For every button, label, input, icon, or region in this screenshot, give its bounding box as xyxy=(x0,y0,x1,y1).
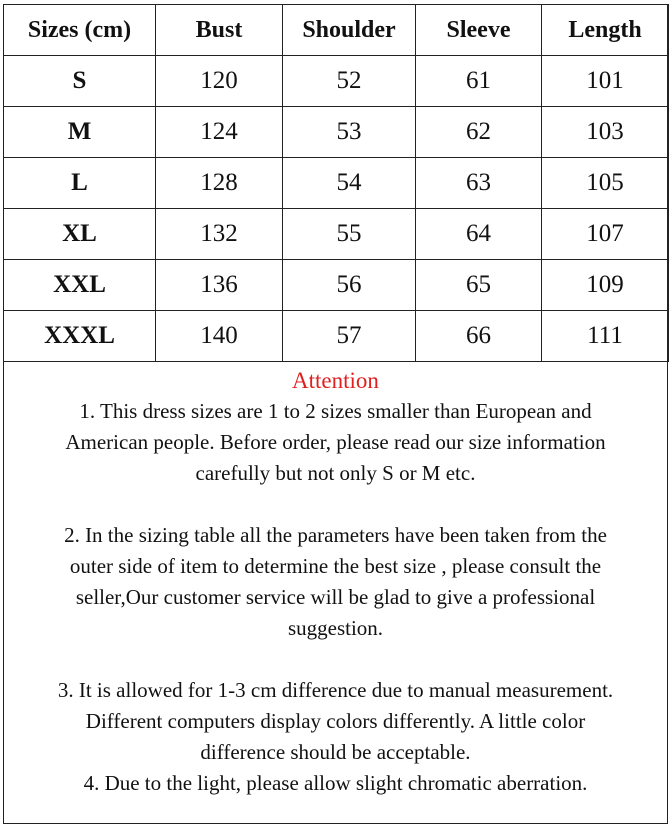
bust-cell: 140 xyxy=(156,311,283,362)
note-2-line-4: suggestion. xyxy=(287,616,384,640)
shoulder-cell: 54 xyxy=(283,158,416,209)
sleeve-cell: 63 xyxy=(416,158,542,209)
length-cell: 111 xyxy=(542,311,669,362)
note-3-line-1: 3. It is allowed for 1-3 cm difference due to manual measurement. xyxy=(57,678,614,702)
length-cell: 109 xyxy=(542,260,669,311)
shoulder-cell: 52 xyxy=(283,56,416,107)
attention-notes xyxy=(3,360,668,799)
shoulder-cell: 57 xyxy=(283,311,416,362)
shoulder-cell: 53 xyxy=(283,107,416,158)
size-cell: XXXL xyxy=(4,311,156,362)
table-header-row xyxy=(4,5,669,56)
shoulder-cell: 55 xyxy=(283,209,416,260)
note-2-line-1: 2. In the sizing table all the parameters have been taken from the xyxy=(64,523,607,547)
header-sleeve: Sleeve xyxy=(416,5,542,56)
bust-cell: 120 xyxy=(156,56,283,107)
header-bust: Bust xyxy=(156,5,283,56)
sleeve-cell: 66 xyxy=(416,311,542,362)
bust-cell: 124 xyxy=(156,107,283,158)
table-row xyxy=(4,158,669,209)
header-length: Length xyxy=(542,5,669,56)
table-row xyxy=(4,209,669,260)
bust-cell: 136 xyxy=(156,260,283,311)
size-cell: XXL xyxy=(4,260,156,311)
table-row xyxy=(4,260,669,311)
note-3-line-3: difference should be acceptable. xyxy=(200,740,471,764)
header-shoulder: Shoulder xyxy=(283,5,416,56)
table-row xyxy=(4,56,669,107)
sleeve-cell: 61 xyxy=(416,56,542,107)
length-cell: 105 xyxy=(542,158,669,209)
length-cell: 107 xyxy=(542,209,669,260)
size-cell: S xyxy=(4,56,156,107)
sleeve-cell: 65 xyxy=(416,260,542,311)
size-table xyxy=(3,4,669,362)
size-cell: M xyxy=(4,107,156,158)
note-2-line-3: seller,Our customer service will be glad to give a professional xyxy=(75,585,596,609)
note-1-line-1: 1. This dress sizes are 1 to 2 sizes smaller than European and xyxy=(79,399,592,423)
table-row xyxy=(4,107,669,158)
sleeve-cell: 64 xyxy=(416,209,542,260)
bust-cell: 128 xyxy=(156,158,283,209)
header-sizes: Sizes (cm) xyxy=(4,5,156,56)
sleeve-cell: 62 xyxy=(416,107,542,158)
table-row xyxy=(4,311,669,362)
note-spacer xyxy=(3,489,668,520)
bust-cell: 132 xyxy=(156,209,283,260)
note-2-line-2: outer side of item to determine the best size , please consult the xyxy=(69,554,602,578)
shoulder-cell: 56 xyxy=(283,260,416,311)
length-cell: 101 xyxy=(542,56,669,107)
note-4-line-1: 4. Due to the light, please allow slight chromatic aberration. xyxy=(83,771,588,795)
note-3-line-2: Different computers display colors differently. A little color xyxy=(85,709,586,733)
attention-title: Attention xyxy=(292,368,379,393)
length-cell: 103 xyxy=(542,107,669,158)
note-1-line-2: American people. Before order, please read our size information xyxy=(65,430,606,454)
size-cell: XL xyxy=(4,209,156,260)
note-1-line-3: carefully but not only S or M etc. xyxy=(195,461,476,485)
note-spacer xyxy=(3,644,668,675)
size-cell: L xyxy=(4,158,156,209)
